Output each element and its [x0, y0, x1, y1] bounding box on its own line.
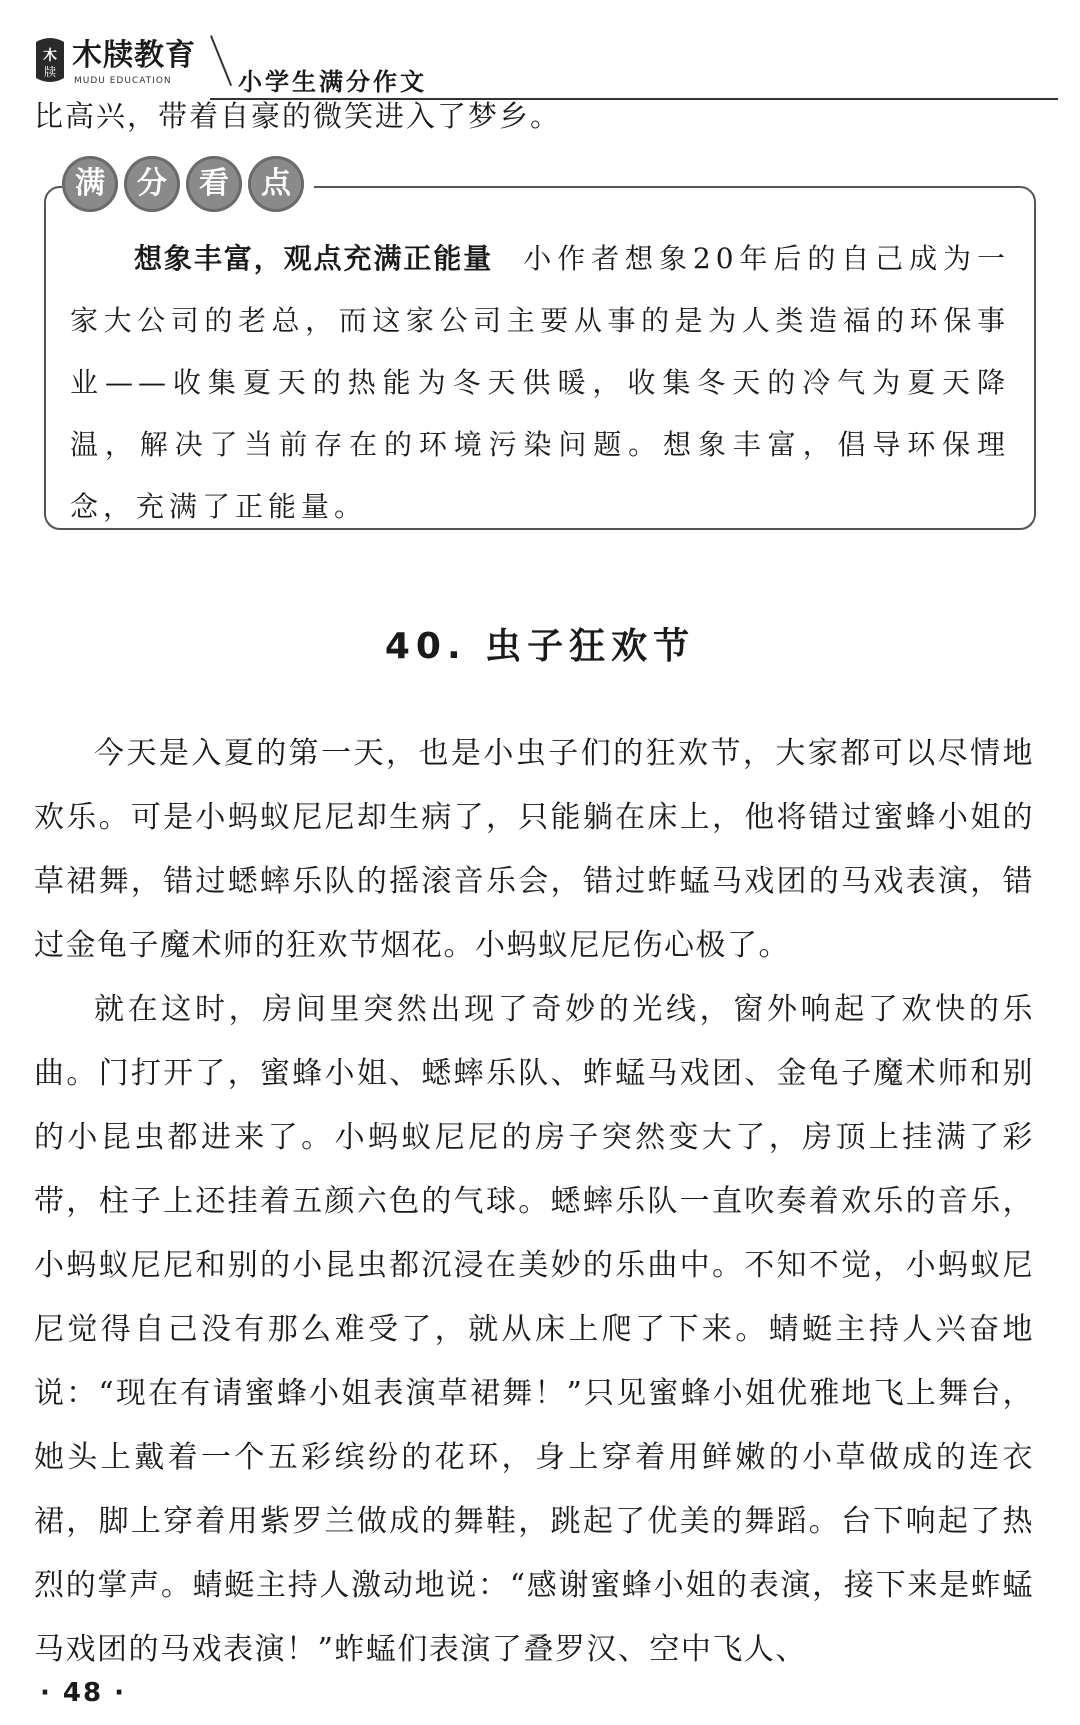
review-heading-char: 看 [186, 156, 242, 212]
header-divider [210, 35, 232, 86]
previous-essay-last-line: 比高兴，带着自豪的微笑进入了梦乡。 [34, 99, 562, 133]
brand-name: 木牍教育 [72, 38, 196, 73]
review-kicker: 想象丰富，观点充满正能量 [134, 242, 494, 275]
svg-text:木: 木 [43, 48, 57, 64]
review-heading [62, 156, 314, 216]
essay-paragraph: 就在这时，房间里突然出现了奇妙的光线，窗外响起了欢快的乐曲。门打开了，蜜蜂小姐、蟋蟀乐队、蚱蜢马戏团、金龟子魔术师和别的小昆虫都进来了。小蚂蚁尼尼的房子突然变大了，房顶上挂满了彩带，柱子上还挂着五颜六色的气球。蟋蟀乐队一直吹奏着欢乐的音乐，小蚂蚁尼尼和别的小昆虫都沉浸在美妙的乐曲中。不知不觉，小蚂蚁尼尼觉得自己没有那么难受了，就从床上爬了下来。蜻蜓主持人兴奋地说：“现在有请蜜蜂小姐表演草裙舞！”只见蜜蜂小姐优雅地飞上舞台，她头上戴着一个五彩缤纷的花环，身上穿着用鲜嫩的小草做成的连衣裙，脚上穿着用紫罗兰做成的舞鞋，跳起了优美的舞蹈。台下响起了热烈的掌声。蜻蜓主持人激动地说：“感谢蜜蜂小姐的表演，接下来是蚱蜢马戏团的马戏表演！”蚱蜢们表演了叠罗汉、空中飞人、 [34, 992, 1034, 1667]
review-heading-char: 点 [248, 156, 304, 212]
essay-paragraph: 今天是入夏的第一天，也是小虫子们的狂欢节，大家都可以尽情地欢乐。可是小蚂蚁尼尼却生病了，只能躺在床上，他将错过蜜蜂小姐的草裙舞，错过蟋蟀乐队的摇滚音乐会，错过蚱蜢马戏团的马戏表演，错过金龟子魔术师的狂欢节烟花。小蚂蚁尼尼伤心极了。 [34, 736, 1034, 963]
review-heading-char: 满 [62, 156, 118, 212]
essay-body [34, 722, 1034, 1682]
brand-english: MUDU EDUCATION [74, 76, 172, 86]
series-title: 小学生满分作文 [238, 68, 427, 96]
review-text [70, 228, 1010, 538]
essay-title: 40. 虫子狂欢节 [384, 626, 696, 667]
mudu-logo-icon [30, 34, 70, 86]
svg-text:牍: 牍 [43, 65, 57, 79]
page-header [24, 24, 1040, 96]
review-heading-char: 分 [124, 156, 180, 212]
review-comment: 小作者想象20年后的自己成为一家大公司的老总，而这家公司主要从事的是为人类造福的环保事业——收集夏天的热能为冬天供暖，收集冬天的冷气为夏天降温，解决了当前存在的环境污染问题。想象丰富，倡导环保理念，充满了正能量。 [70, 242, 1010, 523]
page-number: · 48 · [40, 1678, 127, 1708]
